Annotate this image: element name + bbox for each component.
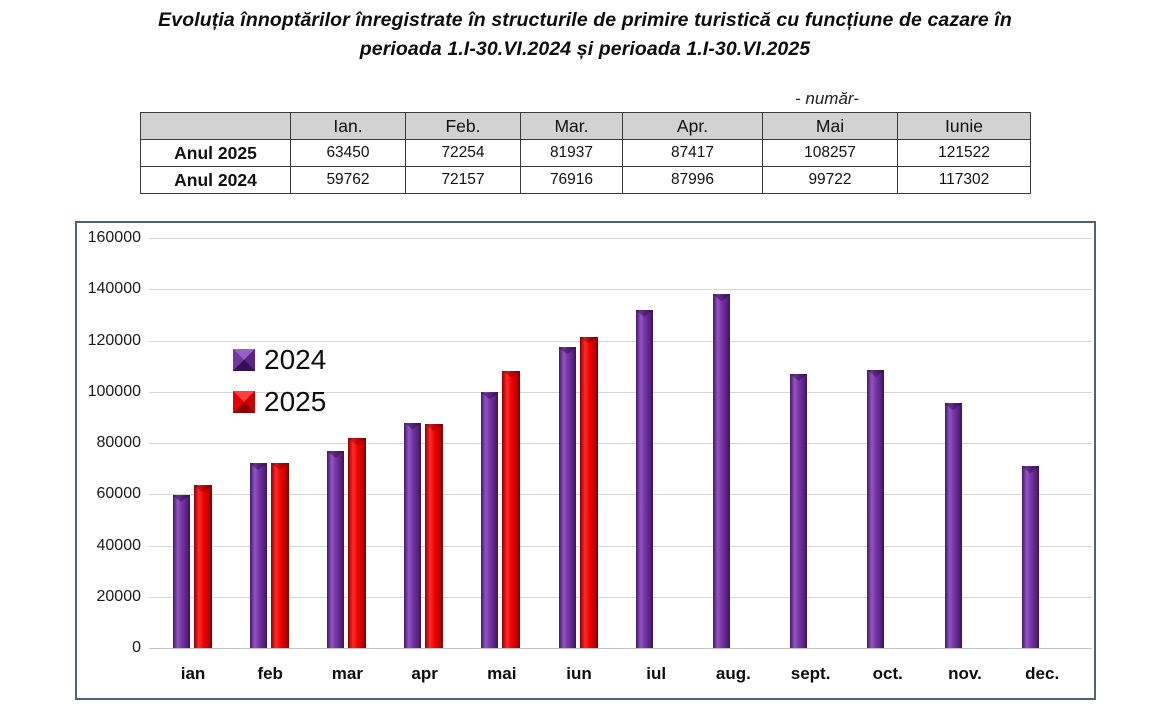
x-tick-label: dec. [1025,664,1060,683]
bar-top-shading [713,294,730,301]
bar-2024-oct [867,370,884,648]
bar-2024-iun [559,347,576,648]
data-table [140,112,1031,194]
bar-2024-iul [636,310,653,648]
y-tick-label: 140000 [87,280,141,298]
x-tick-label: sept. [790,664,831,683]
bar-top-shading [250,463,267,470]
x-tick-label: iun [566,664,592,683]
bar-2024-feb [250,463,267,648]
legend-marker-2024-icon [233,349,255,371]
legend-item-2024 [233,339,326,381]
bar-2025-feb [271,463,289,648]
table-header-mai: Mai [763,113,898,140]
bar-2025-ian [194,485,212,648]
bar-2024-sept [790,374,807,648]
cell-2025-feb: 72254 [406,140,521,167]
x-tick-label: apr [411,664,438,683]
table-header-mar: Mar. [521,113,623,140]
row-label-2025: Anul 2025 [141,140,291,167]
x-axis-line [149,648,1092,649]
cell-2024-feb: 72157 [406,167,521,194]
legend-marker-2025-icon [233,391,255,413]
row-label-2024: Anul 2024 [141,167,291,194]
table-row-2025 [141,140,1031,167]
legend-label-2025: 2025 [264,386,327,417]
bar-2025-iun [580,337,598,648]
page-title: Evoluția înnoptărilor înregistrate în structurile de primire turistică cu funcțiune de cazare în perioada 1.I-30.VI.2024 și perioada 1.I-30.VI.2025 [158,9,1012,60]
bar-top-shading [481,392,498,399]
table-row-2024 [141,167,1031,194]
cell-2024-mar: 76916 [521,167,623,194]
chart-legend [233,339,326,423]
bar-2025-mai [502,371,520,648]
y-tick-label: 100000 [87,382,141,400]
bar-top-shading [173,495,190,502]
bar-top-shading [425,424,443,431]
x-tick-label: feb [257,664,283,683]
bar-chart [75,221,1096,700]
bar-2024-mai [481,392,498,648]
bar-top-shading [271,463,289,470]
bar-2024-aug [713,294,730,648]
y-tick-label: 120000 [87,331,141,349]
bar-2025-mar [348,438,366,648]
y-tick-label: 160000 [87,229,141,246]
bar-top-shading [580,337,598,344]
bar-top-shading [1022,466,1039,473]
y-tick-label: 60000 [96,485,141,503]
bar-2025-apr [425,424,443,648]
bar-top-shading [194,485,212,492]
x-tick-label: nov. [948,664,982,683]
bar-top-shading [559,347,576,354]
table-header-iunie: Iunie [898,113,1031,140]
bar-2024-nov [945,403,962,648]
x-tick-label: mar [331,664,363,683]
cell-2024-mai: 99722 [763,167,898,194]
y-tick-label: 20000 [96,587,141,605]
gridline [149,289,1092,290]
bar-top-shading [867,370,884,377]
legend-item-2025 [233,381,326,423]
y-tick-label: 80000 [96,434,141,451]
cell-2024-apr: 87996 [623,167,763,194]
legend-label-2024: 2024 [264,344,327,375]
bar-2024-apr [404,423,421,648]
bar-top-shading [945,403,962,410]
cell-2024-iunie: 117302 [898,167,1031,194]
unit-label: - număr- [795,89,859,108]
table-header-empty [141,113,291,140]
table-header-feb: Feb. [406,113,521,140]
x-tick-label: aug. [715,664,751,683]
cell-2025-mai: 108257 [763,140,898,167]
cell-2025-mar: 81937 [521,140,623,167]
y-tick-label: 40000 [96,536,141,554]
cell-2025-ian: 63450 [291,140,406,167]
cell-2024-ian: 59762 [291,167,406,194]
bar-2024-dec [1022,466,1039,648]
bar-top-shading [327,451,344,458]
cell-2025-iunie: 121522 [898,140,1031,167]
table-header-row [141,113,1031,140]
x-tick-label: ian [180,664,206,683]
bar-2024-mar [327,451,344,648]
gridline [149,238,1092,239]
bar-top-shading [404,423,421,430]
bar-2024-ian [173,495,190,648]
cell-2025-apr: 87417 [623,140,763,167]
x-tick-label: oct. [872,664,903,683]
bar-top-shading [790,374,807,381]
bar-top-shading [348,438,366,445]
x-tick-label: iul [646,664,667,683]
table-header-apr: Apr. [623,113,763,140]
y-tick-label: 0 [132,639,141,656]
x-tick-label: mai [487,664,517,683]
table-header-ian: Ian. [291,113,406,140]
bar-top-shading [502,371,520,378]
bar-top-shading [636,310,653,317]
